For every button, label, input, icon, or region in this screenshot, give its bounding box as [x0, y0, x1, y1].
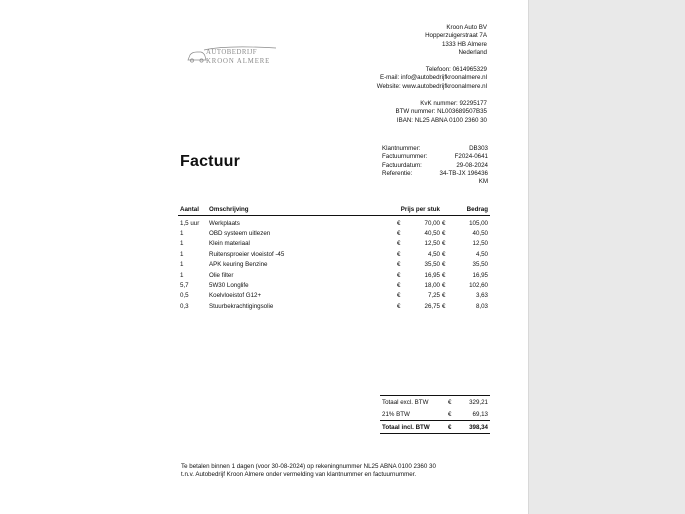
table-row	[178, 301, 490, 311]
cell-aantal: 0,5	[180, 292, 189, 300]
totals-excl-currency: €	[448, 398, 452, 406]
table-row	[178, 270, 490, 280]
referentie-label: Referentie:	[382, 169, 413, 177]
header-bedrag: Bedrag	[442, 205, 490, 216]
table-row	[178, 239, 490, 249]
invoice-meta	[382, 145, 488, 186]
totals-btw-currency: €	[448, 410, 452, 418]
cell-prijs: 16,95	[424, 271, 440, 279]
company-phone: Telefoon: 0614965329	[425, 66, 487, 74]
company-street: Hopperzuigerstraat 7A	[425, 32, 487, 40]
cell-omschrijving: Werkplaats	[209, 219, 240, 227]
cell-aantal: 1	[180, 240, 184, 248]
totals-excl-row	[380, 396, 490, 409]
cell-aantal: 1	[180, 250, 184, 258]
cell-bedrag: 40,50	[472, 230, 488, 238]
cell-bedrag: 35,50	[472, 261, 488, 269]
cell-omschrijving: Olie filter	[209, 271, 234, 279]
cell-aantal: 5,7	[180, 282, 189, 290]
cell-omschrijving: 5W30 Longlife	[209, 282, 249, 290]
cell-prijs: 40,50	[424, 230, 440, 238]
cell-prijs: 7,25	[427, 292, 440, 300]
totals-incl-value: 398,34	[457, 421, 490, 434]
cell-omschrijving: Koelvloeistof G12+	[209, 292, 262, 300]
cell-currency: €	[397, 240, 401, 248]
referentie-extra: KM	[478, 178, 488, 186]
company-postcode-city: 1333 HB Almere	[441, 40, 487, 48]
table-row	[178, 249, 490, 259]
table-header-row	[178, 205, 490, 216]
cell-currency: €	[442, 271, 446, 279]
payment-terms-line2: t.n.v. Autobedrijf Kroon Almere onder vermelding van klantnummer en factuurnummer.	[181, 471, 417, 479]
cell-currency: €	[442, 240, 446, 248]
cell-bedrag: 8,03	[475, 302, 488, 310]
logo-graphic	[186, 44, 280, 68]
car-icon	[188, 52, 206, 60]
company-iban: IBAN: NL25 ABNA 0100 2360 30	[396, 116, 487, 124]
klantnummer-value: DB303	[469, 145, 488, 152]
cell-currency: €	[397, 292, 401, 300]
totals-btw-value: 69,13	[472, 410, 488, 418]
header-aantal: Aantal	[178, 205, 207, 216]
cell-currency: €	[397, 271, 401, 279]
company-website: Website: www.autobedrijfkroonalmere.nl	[376, 82, 487, 90]
totals-excl-label: Totaal excl. BTW	[382, 398, 429, 406]
cell-aantal: 1	[180, 230, 184, 238]
cell-bedrag: 105,00	[469, 219, 488, 227]
table-row	[178, 216, 490, 229]
factuurdatum-value: 29-08-2024	[456, 161, 488, 169]
cell-currency: €	[442, 250, 446, 258]
logo-line2: KROON ALMERE	[206, 58, 271, 65]
cell-bedrag: 16,95	[472, 271, 488, 279]
table-row	[178, 228, 490, 238]
cell-bedrag: 12,50	[472, 240, 488, 248]
cell-currency: €	[397, 282, 401, 290]
cell-currency: €	[397, 261, 401, 269]
cell-omschrijving: APK keuring Benzine	[209, 261, 268, 269]
company-btw: BTW nummer: NL003689507B35	[395, 108, 487, 116]
cell-aantal: 1	[180, 271, 184, 279]
cell-aantal: 1	[180, 261, 184, 269]
cell-omschrijving: OBD systeem uitlezen	[209, 230, 271, 238]
invoice-title: Factuur	[180, 153, 241, 170]
company-email: E-mail: info@autobedrijfkroonalmere.nl	[379, 74, 487, 82]
cell-bedrag: 102,60	[469, 282, 488, 290]
cell-prijs: 35,50	[424, 261, 440, 269]
payment-terms	[181, 463, 436, 480]
cell-aantal: 1,5 uur	[180, 219, 200, 227]
cell-currency: €	[442, 302, 446, 310]
cell-aantal: 0,3	[180, 302, 189, 310]
table-row	[178, 291, 490, 301]
table-row	[178, 280, 490, 290]
totals-excl-value: 329,21	[469, 398, 488, 406]
table-row	[178, 260, 490, 270]
cell-currency: €	[397, 302, 401, 310]
totals-incl-currency: €	[446, 421, 457, 434]
cell-prijs: 70,00	[424, 219, 440, 227]
cell-omschrijving: Klein materiaal	[209, 240, 250, 248]
cell-omschrijving: Stuurbekrachtigingsolie	[209, 302, 274, 310]
company-country: Nederland	[458, 48, 487, 56]
factuurnummer-label: Factuurnummer:	[382, 153, 428, 161]
totals-btw-label: 21% BTW	[382, 410, 410, 418]
cell-bedrag: 4,50	[475, 250, 488, 258]
invoice-totals	[380, 395, 490, 434]
cell-bedrag: 3,63	[475, 292, 488, 300]
cell-currency: €	[442, 292, 446, 300]
cell-currency: €	[442, 282, 446, 290]
payment-terms-line1: Te betalen binnen 1 dagen (voor 30-08-2024) op rekeningnummer NL25 ABNA 0100 2360 30	[181, 463, 436, 470]
cell-currency: €	[397, 219, 401, 227]
factuurdatum-label: Factuurdatum:	[382, 161, 422, 169]
cell-prijs: 4,50	[427, 250, 440, 258]
company-details	[377, 24, 487, 125]
logo-line1: AUTOBEDRIJF	[206, 49, 258, 56]
cell-currency: €	[442, 230, 446, 238]
header-prijs: Prijs per stuk	[397, 205, 442, 216]
cell-prijs: 12,50	[424, 240, 440, 248]
klantnummer-label: Klantnummer:	[382, 145, 421, 152]
company-kvk: KvK nummer: 92295177	[420, 100, 487, 108]
cell-prijs: 26,75	[424, 302, 440, 310]
factuurnummer-value: F2024-0641	[454, 153, 488, 161]
totals-incl-label: Totaal incl. BTW	[380, 421, 446, 434]
company-name: Kroon Auto BV	[446, 24, 487, 31]
cell-currency: €	[397, 250, 401, 258]
cell-currency: €	[397, 230, 401, 238]
totals-incl-row	[380, 421, 490, 434]
header-omschrijving: Omschrijving	[207, 205, 397, 216]
cell-currency: €	[442, 219, 446, 227]
cell-prijs: 18,00	[424, 282, 440, 290]
invoice-items-table	[178, 205, 490, 312]
cell-currency: €	[442, 261, 446, 269]
referentie-value: 34-TB-JX 196436	[439, 169, 488, 177]
totals-btw-row	[380, 408, 490, 421]
company-logo	[186, 44, 280, 68]
cell-omschrijving: Ruitensproeier vloeistof -45	[209, 250, 285, 258]
